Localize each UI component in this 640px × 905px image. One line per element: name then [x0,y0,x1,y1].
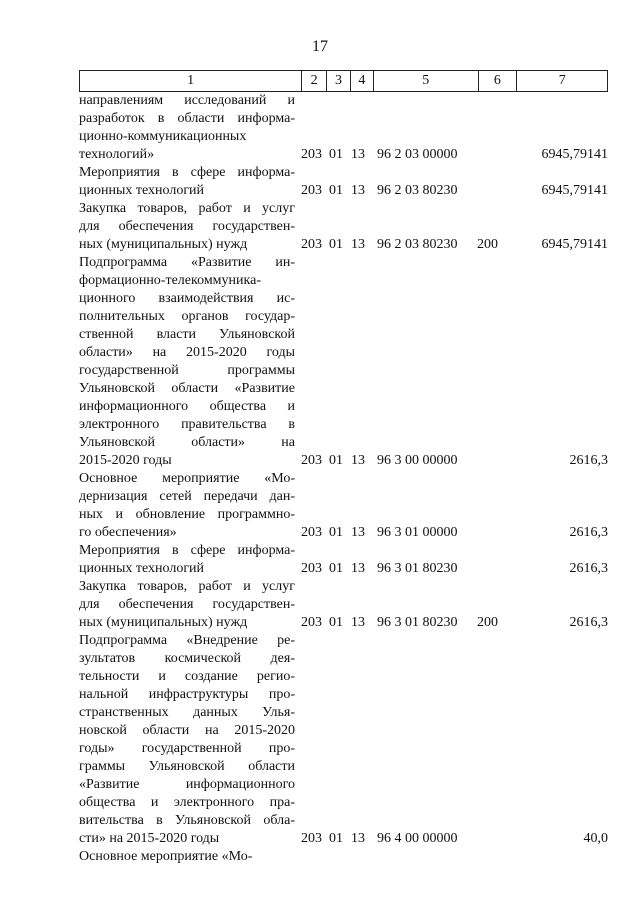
row-name-line: формационно-телекоммуника- [79,273,261,288]
row-name-line: сти» на 2015-2020 годы [79,831,220,846]
row-sum: 40,0 [583,831,608,846]
row-name [79,542,301,578]
row-name-line: «Развитие информационного [79,777,295,792]
row-name-line: тельности и создание регио- [79,669,295,684]
table-row [79,542,608,578]
row-sum: 2616,3 [569,615,608,630]
row-csr: 96 3 01 80230 [377,561,458,576]
row-gr: 203 [301,237,322,252]
row-name [79,578,301,632]
row-gr: 203 [301,183,322,198]
row-name-line: странственных данных Улья- [79,705,295,720]
row-pr: 13 [351,147,365,162]
row-name [79,254,301,470]
row-name-line: Ульяновской области» на [79,435,295,450]
row-name-line: ционно-коммуникационных [79,129,247,144]
row-name-line: нальной инфраструктуры про- [79,687,295,702]
row-name-line: технологий» [79,147,155,162]
table-row [79,254,608,470]
row-name-line: ционных технологий [79,183,205,198]
row-name-line: государственной программы [79,363,295,378]
row-gr: 203 [301,561,322,576]
row-name-line: Закупка товаров, работ и услуг [79,201,295,216]
row-name-line: годы» государственной про- [79,741,295,756]
row-name-line: дернизация сетей передачи дан- [79,489,295,504]
header-col-2: 2 [302,71,327,91]
row-name-line: электронного правительства в [79,417,295,432]
row-rz: 01 [329,831,343,846]
header-col-3: 3 [327,71,351,91]
row-name-line: Подпрограмма «Внедрение ре- [79,633,295,648]
row-name-line: Ульяновской области «Развитие [79,381,295,396]
row-name-line: ционного взаимодействия ис- [79,291,295,306]
row-name-line: Основное мероприятие «Мо- [79,849,253,864]
header-col-6: 6 [479,71,518,91]
row-name [79,164,301,200]
row-name [79,470,301,542]
row-csr: 96 3 01 00000 [377,525,458,540]
row-name-line: граммы Ульяновской области [79,759,295,774]
row-gr: 203 [301,525,322,540]
row-name [79,92,301,164]
row-name-line: для обеспечения государствен- [79,219,295,234]
table-row [79,200,608,254]
row-name-line: Закупка товаров, работ и услуг [79,579,295,594]
row-csr: 96 3 01 80230 [377,615,458,630]
row-csr: 96 3 00 00000 [377,453,458,468]
row-csr: 96 2 03 80230 [377,237,458,252]
table-row [79,470,608,542]
row-rz: 01 [329,525,343,540]
row-gr: 203 [301,453,322,468]
header-col-4: 4 [351,71,374,91]
row-pr: 13 [351,453,365,468]
row-csr: 96 2 03 80230 [377,183,458,198]
row-sum: 2616,3 [569,525,608,540]
row-rz: 01 [329,237,343,252]
row-name-line: для обеспечения государствен- [79,597,295,612]
row-sum: 6945,79141 [541,237,608,252]
row-rz: 01 [329,183,343,198]
row-pr: 13 [351,615,365,630]
row-sum: 2616,3 [569,453,608,468]
row-name-line: Мероприятия в сфере информа- [79,165,295,180]
row-name-line: Подпрограмма «Развитие ин- [79,255,295,270]
row-name-line: полнительных органов государ- [79,309,295,324]
row-rz: 01 [329,561,343,576]
row-name-line: направлениям исследований и [79,93,295,108]
row-gr: 203 [301,147,322,162]
table-body [79,92,608,866]
row-sum: 2616,3 [569,561,608,576]
row-name-line: го обеспечения» [79,525,177,540]
row-name-line: новской области на 2015-2020 [79,723,295,738]
row-name-line: ционных технологий [79,561,205,576]
row-pr: 13 [351,561,365,576]
header-col-1: 1 [80,71,302,91]
row-rz: 01 [329,615,343,630]
row-sum: 6945,79141 [541,183,608,198]
row-name [79,200,301,254]
row-pr: 13 [351,237,365,252]
row-sum: 6945,79141 [541,147,608,162]
row-pr: 13 [351,525,365,540]
table-row [79,164,608,200]
table-row [79,578,608,632]
row-name-line: общества и электронного пра- [79,795,295,810]
row-csr: 96 2 03 00000 [377,147,458,162]
row-pr: 13 [351,183,365,198]
row-name-line: вительства в Ульяновской обла- [79,813,295,828]
row-pr: 13 [351,831,365,846]
row-name-line: ственной власти Ульяновской [79,327,295,342]
table-header [79,70,608,92]
row-rz: 01 [329,147,343,162]
row-name [79,632,301,848]
row-name-line: ных (муниципальных) нужд [79,237,248,252]
page-number: 17 [312,38,328,55]
row-vr: 200 [477,615,498,630]
row-name-line: ных (муниципальных) нужд [79,615,248,630]
header-col-5: 5 [374,71,479,91]
row-name-line: области» на 2015-2020 годы [79,345,295,360]
row-csr: 96 4 00 00000 [377,831,458,846]
row-name-line: Мероприятия в сфере информа- [79,543,295,558]
row-gr: 203 [301,615,322,630]
row-name-line: информационного общества и [79,399,295,414]
row-vr: 200 [477,237,498,252]
row-name-line: ных и обновление программно- [79,507,295,522]
table-row [79,848,608,866]
row-name-line: разработок в области информа- [79,111,295,126]
table-row [79,92,608,164]
table-row [79,632,608,848]
row-rz: 01 [329,453,343,468]
row-name-line: зультатов космической дея- [79,651,295,666]
header-col-7: 7 [558,73,566,88]
row-gr: 203 [301,831,322,846]
row-name [79,848,301,866]
row-name-line: 2015-2020 годы [79,453,172,468]
row-name-line: Основное мероприятие «Мо- [79,471,295,486]
